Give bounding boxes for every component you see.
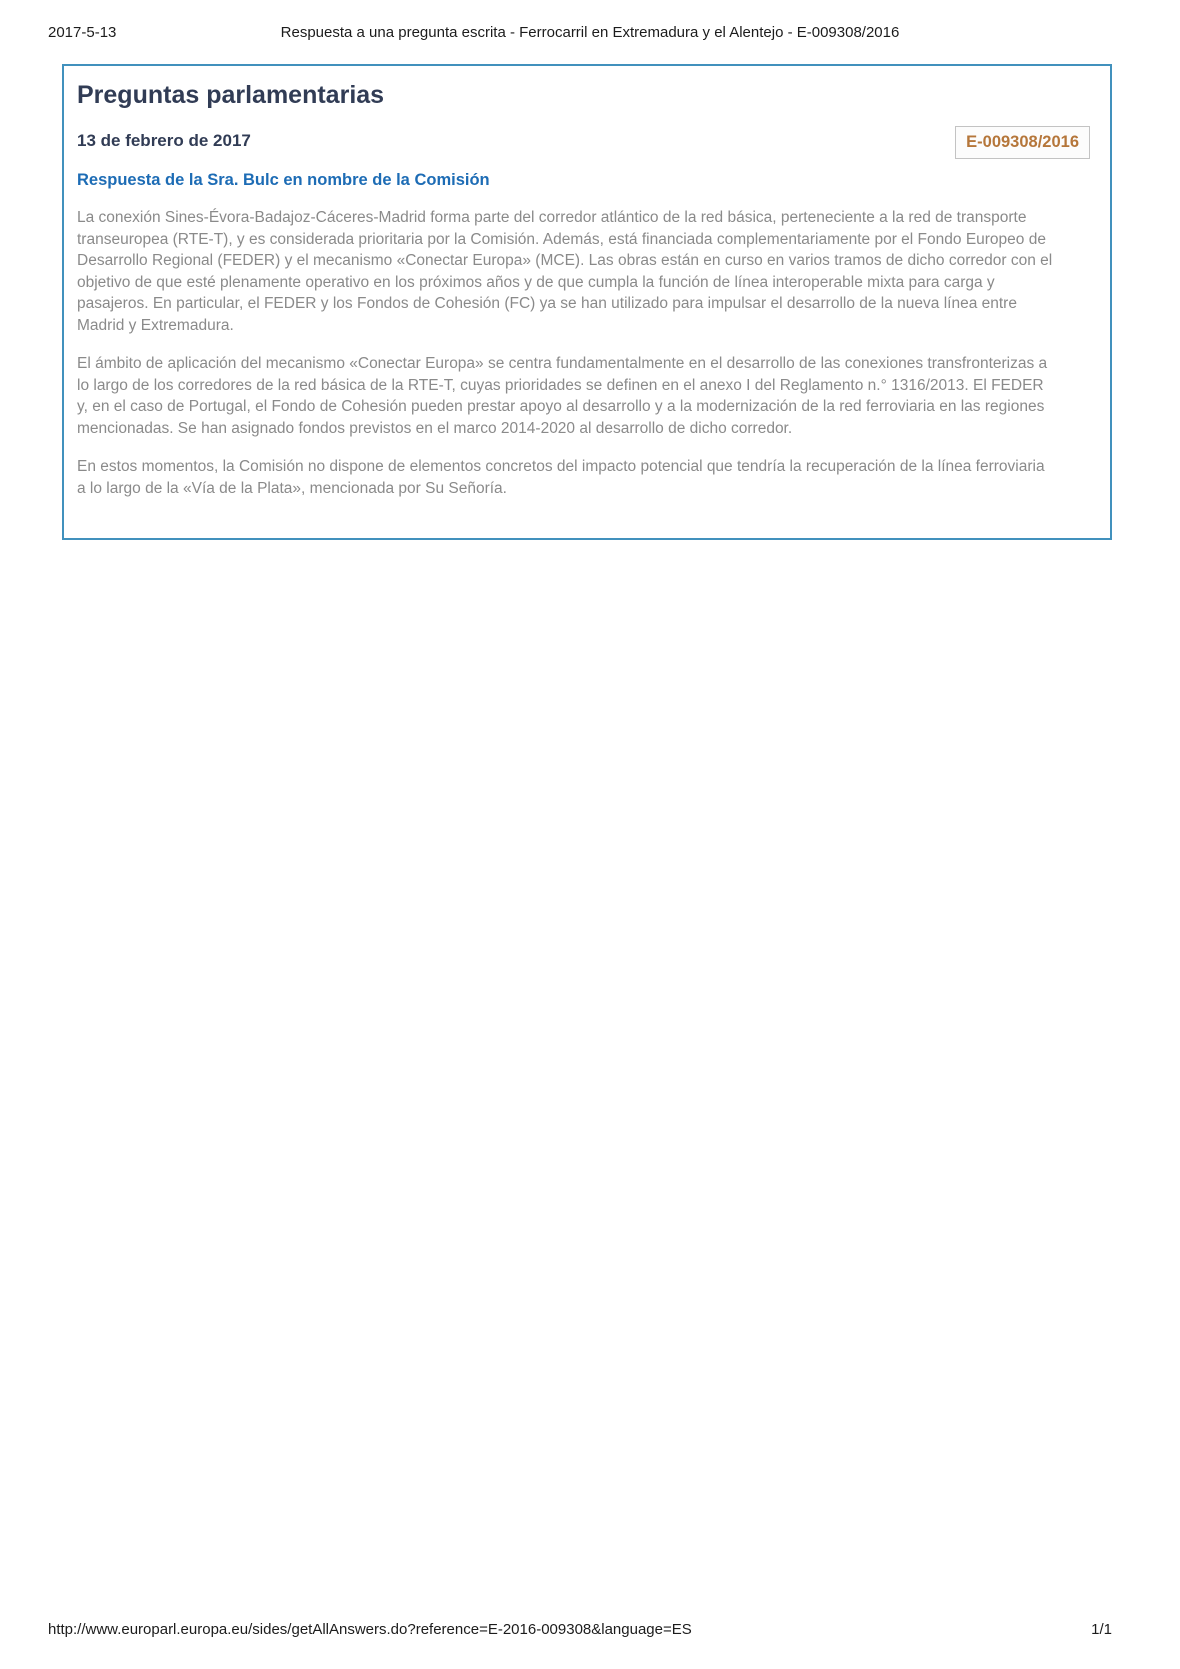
meta-row xyxy=(77,126,1090,159)
footer-url: http://www.europarl.europa.eu/sides/getAllAnswers.do?reference=E-2016-009308&language=ES xyxy=(48,1621,692,1638)
reference-badge: E-009308/2016 xyxy=(955,126,1090,159)
document-date: 13 de febrero de 2017 xyxy=(77,131,251,150)
paragraph-2: El ámbito de aplicación del mecanismo «Conectar Europa» se centra fundamentalmente en el desarrollo de las conexiones transfronterizas a lo largo de los corredores de la red básica de la RTE-T, cuyas prioridades se definen en el anexo I del Reglamento n.° 1316/2013. El FEDER y, en el caso de Portugal, el Fondo de Cohesión pueden prestar apoyo al desarrollo y a la modernización de la red ferroviaria en las regiones mencionadas. Se han asignado fondos previstos en el marco 2014-2020 al desarrollo de dicho corredor. xyxy=(77,355,1048,437)
print-header-title: Respuesta a una pregunta escrita - Ferrocarril en Extremadura y el Alentejo - E-009308/2016 xyxy=(280,24,900,41)
content-box xyxy=(62,64,1112,540)
page-title: Preguntas parlamentarias xyxy=(77,81,385,109)
page-indicator: 1/1 xyxy=(1091,1621,1112,1638)
paragraph-3: En estos momentos, la Comisión no dispone de elementos concretos del impacto potencial que tendría la recuperación de la línea ferroviaria a lo largo de la «Vía de la Plata», mencionada por Su Señoría. xyxy=(77,458,1045,497)
answer-heading: Respuesta de la Sra. Bulc en nombre de la Comisión xyxy=(77,171,490,189)
paragraph-1: La conexión Sines-Évora-Badajoz-Cáceres-Madrid forma parte del corredor atlántico de la red básica, perteneciente a la red de transporte transeuropea (RTE-T), y es considerada prioritaria por la Comisión. Además, está financiada complementariamente por el Fondo Europeo de Desarrollo Regional (FEDER) y el mecanismo «Conectar Europa» (MCE). Las obras están en curso en varios tramos de dicho corredor con el objetivo de que esté plenamente operativo en los próximos años y de que cumpla la función de línea interoperable mixta para carga y pasajeros. En particular, el FEDER y los Fondos de Cohesión (FC) ya se han utilizado para impulsar el desarrollo de la nueva línea entre Madrid y Extremadura. xyxy=(77,209,1053,334)
print-header-date: 2017-5-13 xyxy=(48,24,117,41)
